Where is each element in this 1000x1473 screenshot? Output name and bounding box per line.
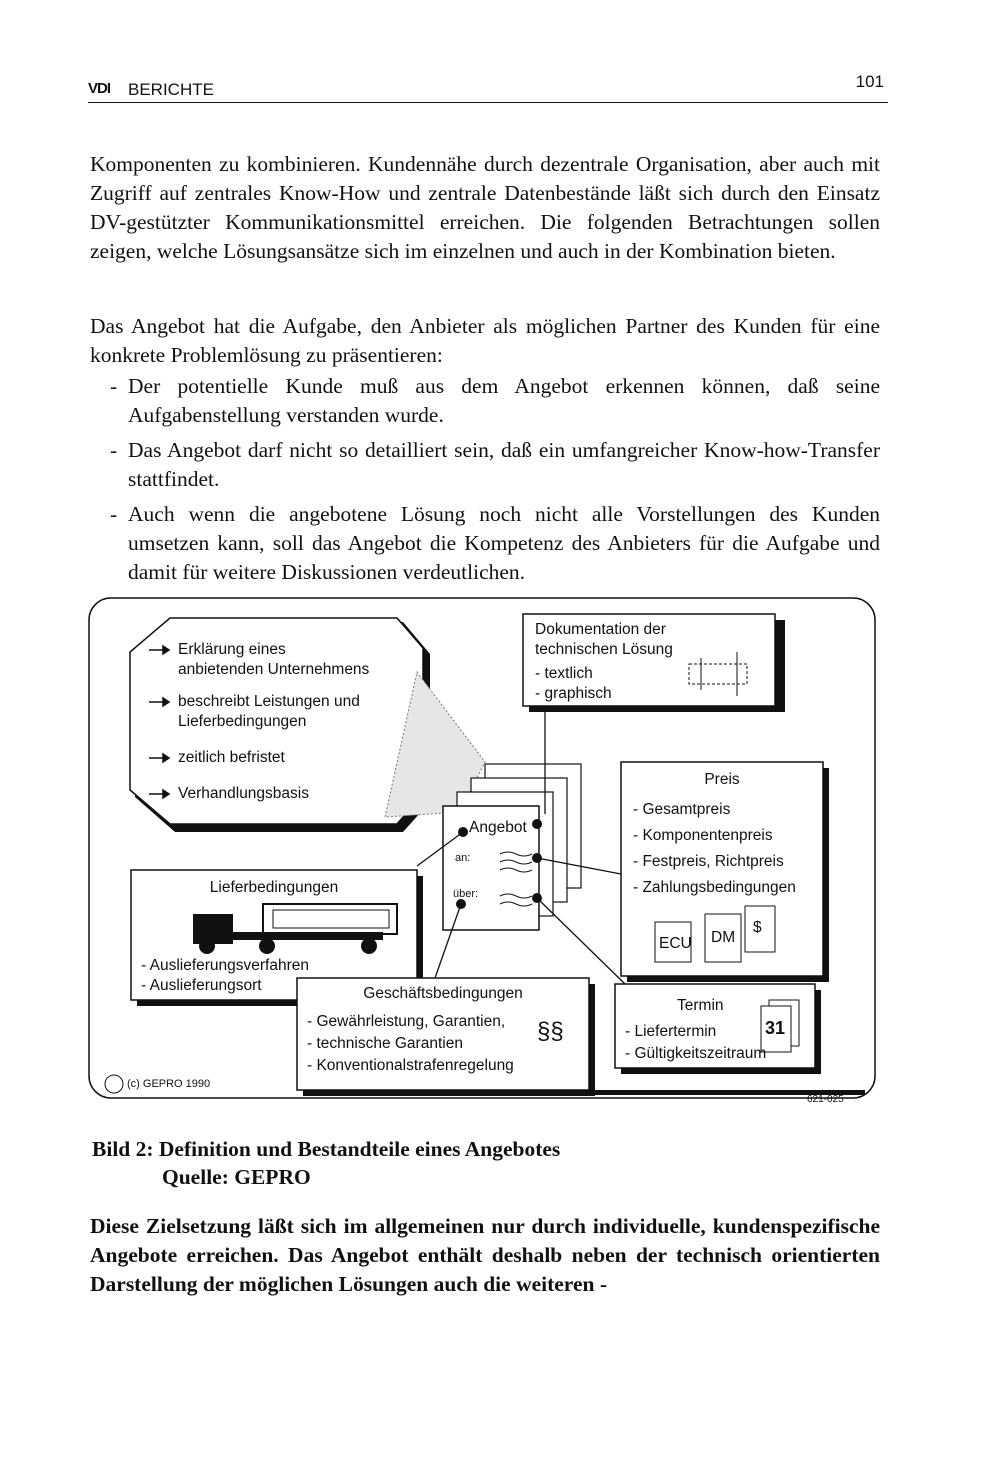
truck-chassis-icon — [233, 932, 383, 940]
angebot-an-label: an: — [455, 852, 471, 864]
vdi-logo: VDI — [88, 80, 111, 97]
paragraph-intro: Komponenten zu kombinieren. Kundennähe durch dezentrale Organisation, aber auch mit Zugriff auf zentrales Know-How und zentrale Datenbestände läßt sich durch den Einsatz DV-gestützter Kommunikationsmittel erreichen. Die folgenden Betrachtungen sollen zeigen, welche Lösungsansätze sich im einzelnen und auch in der Kombination bieten. — [90, 152, 880, 263]
geschaeft-item: - Gewährleistung, Garantien, — [307, 1013, 506, 1030]
list-item: - Auch wenn die angebotene Lösung noch nicht alle Vorstellungen des Kunden umsetzen kann, soll das Angebot die Kompetenz des Anbieters für die Aufgabe und damit für weitere Diskussionen verdeutlichen. — [110, 500, 880, 587]
truck-wheel-icon — [361, 938, 377, 954]
figure-copyright: (c) GEPRO 1990 — [127, 1078, 211, 1090]
list-item: - Der potentielle Kunde muß aus dem Angebot erkennen können, daß seine Aufgabenstellung verstanden wurde. — [110, 372, 880, 430]
figure-angebot-diagram — [85, 592, 880, 1112]
figure-code: 621-025 — [807, 1094, 844, 1105]
connector-line — [537, 898, 625, 984]
angebot-title: Angebot — [469, 819, 527, 836]
page-number: 101 — [855, 72, 884, 91]
paragraph-closing: Diese Zielsetzung läßt sich im allgemeinen nur durch individuelle, kundenspezifische Angebote erreichen. Das Angebot enthält deshalb neben der technisch orientierten Darstellung der möglichen Lösungen auch die weiteren - — [90, 1214, 880, 1296]
octagon-item: zeitlich befristet — [178, 749, 285, 766]
series-label: BERICHTE — [128, 80, 214, 99]
octagon-item: Lieferbedingungen — [178, 713, 307, 730]
geschaeft-item: - technische Garantien — [307, 1035, 463, 1052]
termin-item: - Gültigkeitszeitraum — [625, 1045, 767, 1062]
liefer-title: Lieferbedingungen — [209, 879, 339, 896]
truck-wheel-icon — [199, 938, 215, 954]
caption-title: Bild 2: Definition und Bestandteile eines Angebotes — [92, 1137, 561, 1161]
header-rule — [88, 102, 888, 103]
truck-trailer-icon — [263, 904, 397, 934]
currency-label: $ — [753, 919, 762, 936]
preis-item: - Komponentenpreis — [633, 827, 773, 844]
figure-caption — [92, 1135, 560, 1191]
octagon-item: anbietenden Unternehmens — [178, 661, 370, 678]
truck-wheel-icon — [259, 938, 275, 954]
caption-source: Quelle: GEPRO — [162, 1165, 311, 1189]
list-item: - Das Angebot darf nicht so detailliert sein, daß ein umfangreicher Know-how-Transfer stattfindet. — [110, 436, 880, 494]
angebot-ueber-label: über: — [453, 888, 479, 900]
paragraph-symbol-icon: §§ — [537, 1018, 564, 1045]
currency-label: ECU — [659, 935, 692, 952]
currency-label: DM — [711, 929, 736, 946]
geschaeft-item: - Konventionalstrafenregelung — [307, 1057, 514, 1074]
bottom-bar — [305, 1090, 865, 1095]
page-header — [88, 72, 888, 102]
octagon-item: Erklärung eines — [178, 641, 286, 658]
copyright-icon — [105, 1075, 123, 1093]
preis-item: - Festpreis, Richtpreis — [633, 853, 784, 870]
angebot-dot — [532, 819, 542, 829]
liefer-item: - Auslieferungsort — [141, 977, 262, 994]
termin-item: - Liefertermin — [625, 1023, 717, 1040]
preis-item: - Gesamtpreis — [633, 801, 731, 818]
truck-cab-icon — [193, 914, 233, 944]
preis-title: Preis — [704, 771, 740, 788]
dokumentation-item: - graphisch — [535, 685, 612, 702]
preis-item: - Zahlungsbedingungen — [633, 879, 796, 896]
octagon-item: Verhandlungsbasis — [178, 785, 309, 802]
dokumentation-title: technischen Lösung — [535, 641, 673, 658]
liefer-item: - Auslieferungsverfahren — [141, 957, 310, 974]
paragraph-angebot: Das Angebot hat die Aufgabe, den Anbieter als möglichen Partner des Kunden für eine konkrete Problemlösung zu präsentieren: — [90, 314, 880, 367]
dokumentation-item: - textlich — [535, 665, 593, 682]
termin-title: Termin — [677, 997, 724, 1014]
octagon-item: beschreibt Leistungen und — [178, 693, 360, 710]
dokumentation-title: Dokumentation der — [535, 621, 666, 638]
calendar-day: 31 — [765, 1018, 786, 1038]
requirements-list — [110, 372, 880, 593]
geschaeft-title: Geschäftsbedingungen — [363, 985, 523, 1002]
